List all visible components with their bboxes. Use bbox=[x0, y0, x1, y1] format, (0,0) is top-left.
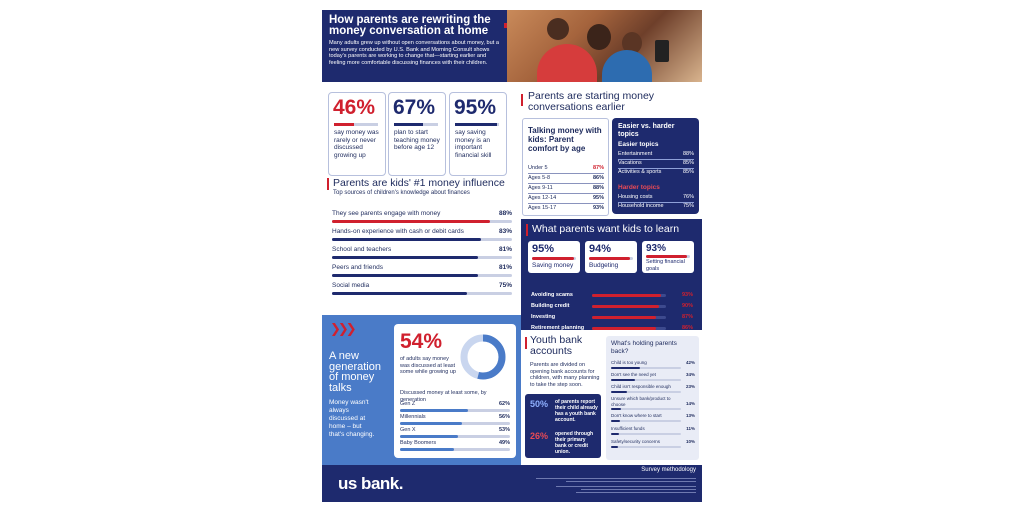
generation-card bbox=[394, 324, 516, 458]
family-photo bbox=[507, 10, 702, 82]
generation-big-value: 54% bbox=[400, 330, 443, 353]
influence-item bbox=[332, 282, 512, 298]
topics-title: Easier vs. harder topics bbox=[618, 123, 675, 138]
generation-list-title: Discussed money at least some, by generation bbox=[400, 390, 487, 403]
generation-big-text: of adults say money was discussed at least some while growing up bbox=[400, 356, 456, 375]
comfort-title: Talking money with kids: Parent comfort by age bbox=[528, 126, 602, 153]
influence-label: Peers and friends bbox=[332, 264, 383, 271]
learn-value: 86% bbox=[681, 325, 693, 331]
holding-value: 23% bbox=[685, 384, 695, 389]
topic-value: 75% bbox=[682, 203, 694, 209]
youth-stat1-text: of parents report their child already has a youth bank account. bbox=[555, 399, 598, 423]
youth-stats-card bbox=[525, 394, 601, 458]
youth-text: Parents are divided on opening bank accounts for children, with many planning to take the step soon. bbox=[530, 362, 600, 388]
generation-value: 49% bbox=[498, 440, 510, 446]
influence-bar bbox=[332, 220, 512, 223]
generation-bar bbox=[400, 435, 510, 438]
topic-label: Activities & sports bbox=[618, 169, 662, 175]
influence-item bbox=[332, 246, 512, 262]
influence-accent bbox=[327, 178, 329, 190]
generation-donut bbox=[458, 332, 508, 382]
bar-fill bbox=[611, 391, 627, 393]
generation-value: 62% bbox=[498, 401, 510, 407]
topic-value: 76% bbox=[682, 194, 694, 200]
youth-title: Youth bank accounts bbox=[530, 334, 583, 357]
bar-fill bbox=[611, 446, 618, 448]
bar-fill bbox=[400, 422, 462, 425]
bar-fill bbox=[592, 305, 659, 308]
stat-bar bbox=[394, 123, 438, 126]
learn-value: 90% bbox=[681, 303, 693, 309]
topic-label: Household income bbox=[618, 203, 664, 209]
holding-value: 14% bbox=[685, 401, 695, 406]
bar-fill bbox=[592, 327, 656, 330]
stat-value: 95% bbox=[454, 96, 497, 119]
stat-text: plan to start teaching money before age 12 bbox=[394, 129, 440, 151]
age-value: 95% bbox=[592, 195, 604, 201]
bar-fill bbox=[611, 408, 621, 410]
learn-card-label: Budgeting bbox=[589, 262, 619, 269]
holding-bar bbox=[611, 433, 681, 435]
holding-bar bbox=[611, 446, 681, 448]
bar-fill bbox=[646, 255, 687, 258]
stat-text: say saving money is an important financial skill bbox=[455, 129, 492, 159]
learn-card-bar bbox=[589, 257, 633, 260]
topic-value: 88% bbox=[682, 151, 694, 157]
infographic bbox=[322, 10, 702, 502]
learn-card-value: 95% bbox=[532, 243, 555, 255]
learn-bar bbox=[592, 305, 666, 308]
generation-label: Millennials bbox=[400, 414, 426, 420]
influence-subtitle: Top sources of children's knowledge about finances bbox=[333, 190, 470, 196]
holding-bar bbox=[611, 367, 681, 369]
learn-bar bbox=[592, 294, 666, 297]
generation-list bbox=[400, 401, 510, 457]
learn-value: 93% bbox=[681, 292, 693, 298]
holding-bar bbox=[611, 420, 681, 422]
bar-fill bbox=[400, 448, 454, 451]
learn-label: Avoiding scams bbox=[531, 292, 573, 298]
header-panel bbox=[322, 10, 507, 82]
age-label: Ages 5-8 bbox=[528, 175, 551, 181]
methodology-title: Survey methodology bbox=[641, 467, 696, 473]
bar-fill bbox=[332, 220, 490, 223]
learn-card-bar bbox=[646, 255, 690, 258]
influence-label: School and teachers bbox=[332, 246, 392, 253]
age-value: 88% bbox=[592, 185, 604, 191]
harder-label: Harder topics bbox=[618, 184, 660, 191]
generation-title: A new generation of money talks bbox=[329, 350, 381, 394]
influence-title: Parents are kids' #1 money influence bbox=[333, 177, 505, 189]
holding-bar bbox=[611, 408, 681, 410]
harder-list bbox=[618, 194, 694, 212]
bar-fill bbox=[611, 433, 619, 435]
influence-value: 83% bbox=[498, 228, 512, 235]
bar-fill bbox=[592, 294, 661, 297]
holding-card bbox=[606, 336, 699, 460]
earlier-title: Parents are starting money conversations earlier bbox=[528, 90, 655, 113]
youth-stat2-value: 26% bbox=[530, 431, 549, 441]
age-value: 87% bbox=[592, 165, 604, 171]
holding-label: Child isn't responsible enough bbox=[611, 384, 671, 389]
bar-fill bbox=[332, 274, 478, 277]
holding-label: Don't see the need yet bbox=[611, 372, 656, 377]
holding-value: 34% bbox=[685, 372, 695, 377]
comfort-card bbox=[522, 118, 609, 216]
learn-card bbox=[585, 241, 637, 273]
age-label: Under 5 bbox=[528, 165, 548, 171]
topic-label: Vacations bbox=[618, 160, 642, 166]
influence-item bbox=[332, 264, 512, 280]
bar-fill bbox=[332, 256, 478, 259]
holding-value: 13% bbox=[685, 413, 695, 418]
generation-panel bbox=[322, 315, 521, 465]
footer bbox=[322, 465, 702, 502]
stat-text: say money was rarely or never discussed growing up bbox=[334, 129, 379, 159]
learn-bar bbox=[592, 327, 666, 330]
generation-value: 56% bbox=[498, 414, 510, 420]
bar-fill bbox=[589, 257, 630, 260]
earlier-accent bbox=[521, 94, 523, 106]
generation-label: Gen Z bbox=[400, 401, 416, 407]
generation-bar bbox=[400, 409, 510, 412]
influence-value: 81% bbox=[498, 264, 512, 271]
bar-fill bbox=[611, 420, 620, 422]
methodology-text-lines bbox=[536, 476, 696, 498]
learn-label: Retirement planning bbox=[531, 325, 585, 331]
age-label: Ages 9-11 bbox=[528, 185, 553, 191]
topics-card bbox=[612, 118, 699, 214]
holding-label: Don't know where to start bbox=[611, 413, 662, 418]
youth-accent bbox=[525, 337, 527, 349]
holding-title: What's holding parents back? bbox=[611, 340, 677, 355]
learn-card-value: 94% bbox=[589, 243, 612, 255]
topic-value: 85% bbox=[682, 169, 694, 175]
holding-bar bbox=[611, 391, 681, 393]
learn-card bbox=[528, 241, 580, 273]
bar-fill bbox=[532, 257, 574, 260]
age-list bbox=[528, 165, 604, 215]
learn-card-value: 93% bbox=[646, 243, 667, 254]
holding-value: 42% bbox=[685, 360, 695, 365]
learn-bar bbox=[592, 316, 666, 319]
bar-fill bbox=[592, 316, 656, 319]
learn-panel bbox=[521, 219, 702, 330]
generation-subtitle: Money wasn't always discussed at home – but that's changing. bbox=[329, 399, 375, 438]
age-value: 93% bbox=[592, 205, 604, 211]
influence-bar bbox=[332, 292, 512, 295]
topic-value: 85% bbox=[682, 160, 694, 166]
bar-fill bbox=[611, 379, 635, 381]
influence-label: They see parents engage with money bbox=[332, 210, 441, 217]
holding-label: Unsure which bank/product to choose bbox=[611, 396, 671, 407]
holding-label: Insufficient funds bbox=[611, 426, 645, 431]
learn-card-label: Setting financial goals bbox=[646, 259, 685, 272]
learn-label: Investing bbox=[531, 314, 556, 320]
youth-stat1-value: 50% bbox=[530, 399, 549, 409]
influence-bar bbox=[332, 274, 512, 277]
holding-value: 10% bbox=[685, 439, 695, 444]
influence-list bbox=[332, 210, 512, 310]
bar-fill bbox=[611, 367, 640, 369]
bar-fill bbox=[400, 435, 458, 438]
stat-card-3 bbox=[449, 92, 507, 176]
age-label: Ages 15-17 bbox=[528, 205, 557, 211]
influence-item bbox=[332, 210, 512, 226]
bar-fill bbox=[332, 238, 481, 241]
generation-bar bbox=[400, 448, 510, 451]
holding-bar bbox=[611, 379, 681, 381]
generation-value: 53% bbox=[498, 427, 510, 433]
stat-card-2 bbox=[388, 92, 446, 176]
bar-fill bbox=[332, 292, 467, 295]
chevron-icon: ❯❯❯ bbox=[330, 321, 354, 336]
learn-value: 87% bbox=[681, 314, 693, 320]
influence-value: 81% bbox=[498, 246, 512, 253]
header-title: How parents are rewriting the money conversation at home bbox=[329, 14, 491, 37]
header-intro: Many adults grew up without open conversations about money, but a new survey conducted by U.S. Bank and Morning Consult shows today's parents are working to change that—starting earlier and feeling more comfortable discussing finances with their children. bbox=[329, 40, 499, 66]
stat-value: 67% bbox=[393, 96, 436, 119]
stat-bar bbox=[455, 123, 499, 126]
topic-label: Entertainment bbox=[618, 151, 653, 157]
topic-label: Housing costs bbox=[618, 194, 653, 200]
holding-list bbox=[611, 360, 695, 456]
age-label: Ages 12-14 bbox=[528, 195, 557, 201]
generation-label: Baby Boomers bbox=[400, 440, 437, 446]
stat-card-1 bbox=[328, 92, 386, 176]
influence-item bbox=[332, 228, 512, 244]
influence-bar bbox=[332, 238, 512, 241]
influence-label: Hands-on experience with cash or debit cards bbox=[332, 228, 464, 235]
learn-list bbox=[531, 292, 693, 332]
influence-label: Social media bbox=[332, 282, 370, 289]
stat-value: 46% bbox=[333, 96, 376, 119]
easier-list bbox=[618, 151, 694, 179]
generation-bar bbox=[400, 422, 510, 425]
learn-title: What parents want kids to learn bbox=[532, 223, 680, 235]
bar-fill bbox=[400, 409, 468, 412]
influence-value: 75% bbox=[498, 282, 512, 289]
youth-stat2-text: opened through their primary bank or credit union. bbox=[555, 431, 594, 455]
easier-label: Easier topics bbox=[618, 141, 659, 148]
learn-accent bbox=[526, 224, 528, 236]
influence-value: 88% bbox=[498, 210, 512, 217]
holding-label: Child is too young bbox=[611, 360, 647, 365]
learn-label: Building credit bbox=[531, 303, 570, 309]
influence-bar bbox=[332, 256, 512, 259]
stat-bar bbox=[334, 123, 378, 126]
learn-card bbox=[642, 241, 694, 273]
learn-card-label: Saving money bbox=[532, 262, 574, 269]
holding-value: 11% bbox=[686, 426, 695, 431]
learn-card-bar bbox=[532, 257, 576, 260]
usbank-logo: us bank. bbox=[338, 474, 403, 493]
holding-label: Safety/security concerns bbox=[611, 439, 661, 444]
generation-label: Gen X bbox=[400, 427, 416, 433]
age-value: 86% bbox=[592, 175, 604, 181]
